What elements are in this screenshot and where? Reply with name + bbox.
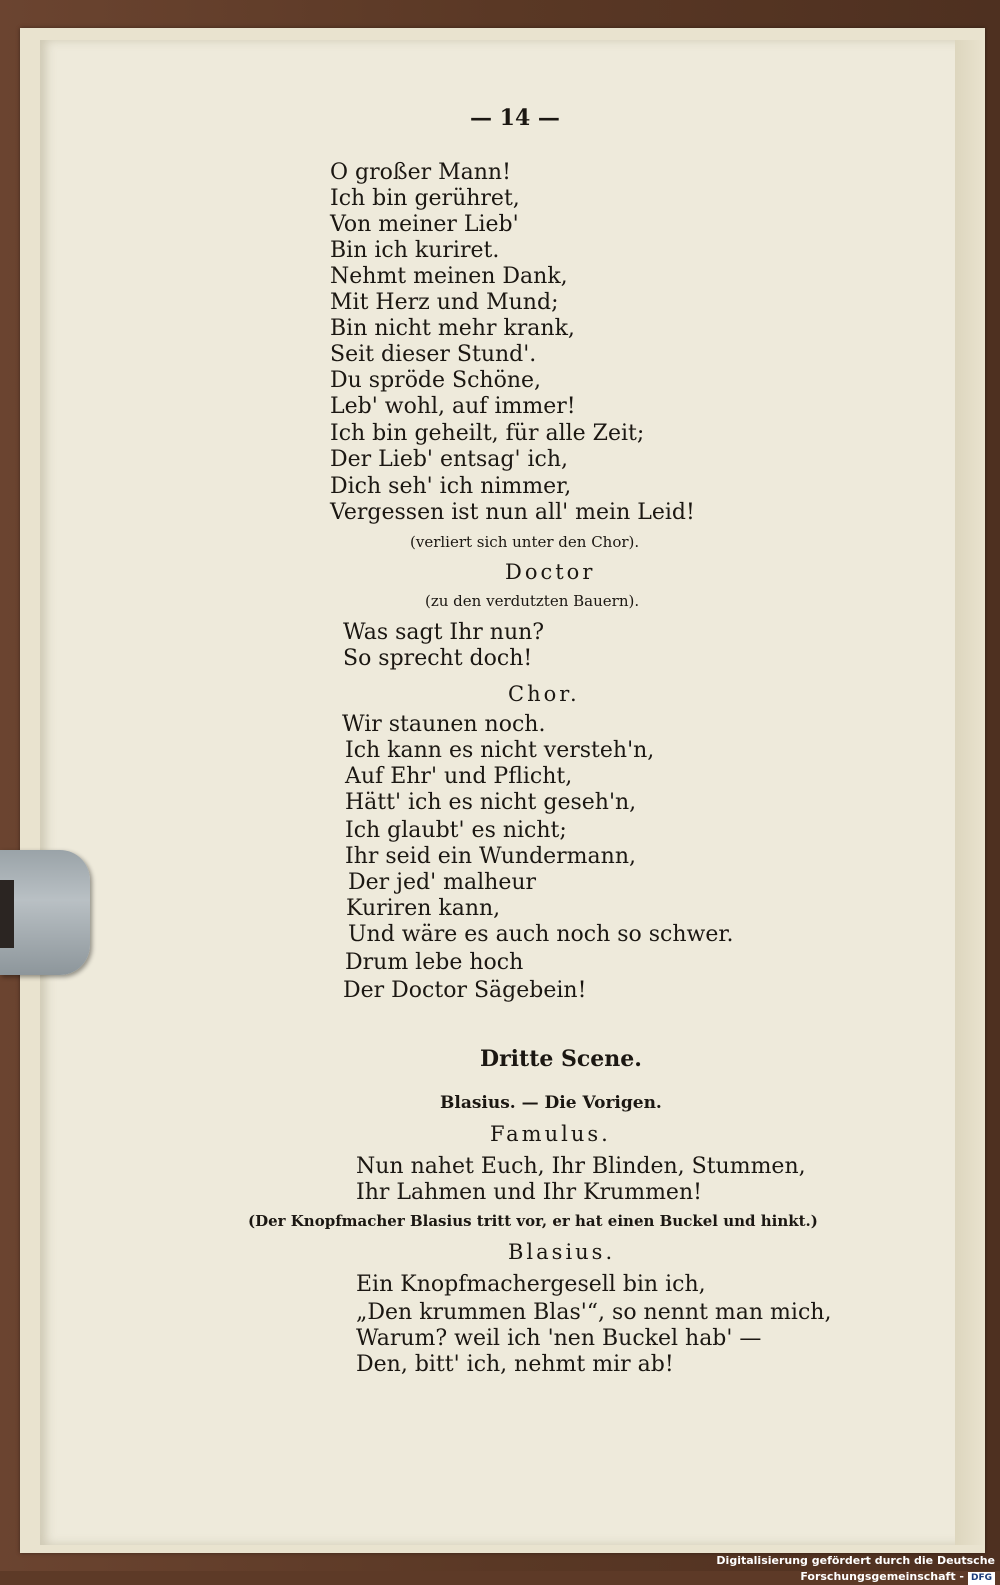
verse-line: Auf Ehr' und Pflicht, (345, 764, 573, 789)
stage-direction: (zu den verdutzten Bauern). (425, 592, 640, 610)
verse-line: Mit Herz und Mund; (330, 290, 559, 315)
digitization-credit (585, 1553, 995, 1583)
verse-line: Nehmt meinen Dank, (330, 264, 568, 289)
page-edge (955, 40, 985, 1545)
verse-line: Seit dieser Stund'. (330, 342, 537, 367)
verse-line: Nun nahet Euch, Ihr Blinden, Stummen, (356, 1154, 806, 1179)
verse-line: Der Lieb' entsag' ich, (330, 447, 569, 472)
speaker-name: Famulus. (490, 1122, 611, 1146)
verse-line: Der Doctor Sägebein! (343, 978, 587, 1003)
stage-direction: (Der Knopfmacher Blasius tritt vor, er hat einen Buckel und hinkt.) (248, 1212, 818, 1230)
book-page (40, 40, 980, 1545)
clip-shadow (0, 880, 14, 948)
verse-line: Und wäre es auch noch so schwer. (348, 922, 734, 947)
cast-list: Blasius. — Die Vorigen. (440, 1093, 662, 1113)
verse-line: Vergessen ist nun all' mein Leid! (330, 500, 695, 525)
verse-line: Warum? weil ich 'nen Buckel hab' — (356, 1326, 762, 1351)
verse-line: Ein Knopfmachergesell bin ich, (356, 1272, 706, 1297)
verse-line: Ich bin gerühret, (330, 186, 520, 211)
verse-line: Was sagt Ihr nun? (343, 620, 545, 645)
verse-line: Ich kann es nicht versteh'n, (345, 738, 655, 763)
verse-line: Wir staunen noch. (342, 712, 546, 737)
verse-line: Dich seh' ich nimmer, (330, 474, 572, 499)
scene-heading: Dritte Scene. (480, 1046, 642, 1072)
verse-line: Drum lebe hoch (345, 950, 524, 975)
verse-line: Den, bitt' ich, nehmt mir ab! (356, 1352, 674, 1377)
verse-line: Hätt' ich es nicht geseh'n, (345, 790, 637, 815)
speaker-name: Blasius. (508, 1240, 616, 1264)
verse-line: O großer Mann! (330, 160, 511, 185)
verse-line: Ihr Lahmen und Ihr Krummen! (356, 1180, 702, 1205)
verse-line: Leb' wohl, auf immer! (330, 394, 576, 419)
verse-line: Von meiner Lieb' (330, 212, 519, 237)
verse-line: Bin ich kuriret. (330, 238, 500, 263)
verse-line: So sprecht doch! (343, 646, 533, 671)
verse-line: Ich glaubt' es nicht; (345, 818, 567, 843)
verse-line: Du spröde Schöne, (330, 368, 542, 393)
credit-text: Digitalisierung gefördert durch die Deutsche Forschungsgemeinschaft - (716, 1554, 995, 1583)
verse-line: Ihr seid ein Wundermann, (345, 844, 636, 869)
verse-line: Ich bin geheilt, für alle Zeit; (330, 421, 645, 446)
verse-line: Bin nicht mehr krank, (330, 316, 575, 341)
speaker-name: Chor. (508, 682, 580, 706)
stage-direction: (verliert sich unter den Chor). (410, 533, 640, 551)
verse-line: Der jed' malheur (348, 870, 537, 895)
verse-line: Kuriren kann, (346, 896, 501, 921)
dfg-logo: DFG (968, 1572, 995, 1585)
page-number: — 14 — (470, 105, 560, 131)
speaker-name: Doctor (505, 560, 596, 584)
verse-line: „Den krummen Blas'“, so nennt man mich, (356, 1300, 832, 1325)
